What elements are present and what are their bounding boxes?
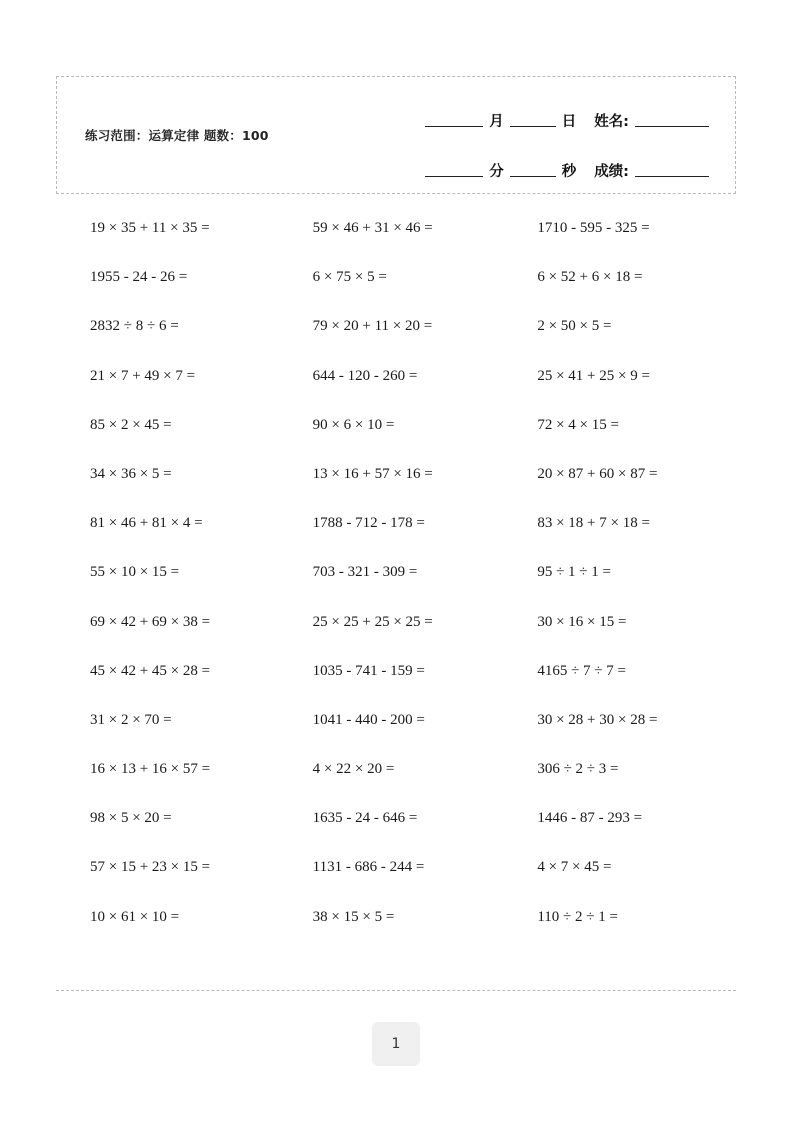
problems-grid — [56, 204, 736, 942]
problem-item: 21 × 7 + 49 × 7 = — [90, 367, 196, 384]
problem-item: 1035 - 741 - 159 = — [312, 662, 425, 679]
problem-item: 83 × 18 + 7 × 18 = — [537, 515, 650, 532]
problem-item: 38 × 15 × 5 = — [312, 908, 395, 925]
day-blank[interactable] — [510, 126, 556, 127]
problem-item: 90 × 6 × 10 = — [312, 416, 395, 433]
problem-item: 95 ÷ 1 ÷ 1 = — [537, 564, 612, 581]
month-blank[interactable] — [425, 126, 483, 127]
problem-item: 306 ÷ 2 ÷ 3 = — [537, 761, 619, 778]
problem-item: 1041 - 440 - 200 = — [312, 711, 425, 728]
problem-item: 81 × 46 + 81 × 4 = — [90, 515, 203, 532]
practice-info-label: 练习范围：运算定律 题数：100 — [85, 128, 269, 143]
minute-label: 分 — [489, 164, 504, 180]
problem-item: 644 - 120 - 260 = — [312, 367, 418, 384]
problem-item: 57 × 15 + 23 × 15 = — [90, 859, 211, 876]
page-number-badge: 1 — [372, 1022, 420, 1066]
minute-blank[interactable] — [425, 176, 483, 177]
problem-item: 703 - 321 - 309 = — [312, 564, 418, 581]
problem-item: 85 × 2 × 45 = — [90, 416, 172, 433]
problem-item: 45 × 42 + 45 × 28 = — [90, 662, 211, 679]
problem-item: 55 × 10 × 15 = — [90, 564, 180, 581]
month-label: 月 — [489, 114, 504, 130]
problem-item: 69 × 42 + 69 × 38 = — [90, 613, 211, 630]
problem-item: 79 × 20 + 11 × 20 = — [312, 318, 433, 335]
name-label: 姓名: — [594, 114, 629, 130]
problem-item: 20 × 87 + 60 × 87 = — [537, 465, 658, 482]
name-blank[interactable] — [635, 126, 709, 127]
problem-item: 4 × 7 × 45 = — [537, 859, 612, 876]
problem-item: 98 × 5 × 20 = — [90, 810, 172, 827]
score-label: 成绩: — [594, 164, 629, 180]
problem-item: 1131 - 686 - 244 = — [312, 859, 425, 876]
footer-divider — [56, 990, 736, 991]
problem-item: 6 × 75 × 5 = — [312, 269, 387, 286]
problem-item: 10 × 61 × 10 = — [90, 908, 180, 925]
problem-item: 2 × 50 × 5 = — [537, 318, 612, 335]
header-fields — [383, 97, 713, 181]
problem-item: 1635 - 24 - 646 = — [312, 810, 418, 827]
problem-item: 4165 ÷ 7 ÷ 7 = — [537, 662, 627, 679]
problem-item: 72 × 4 × 15 = — [537, 416, 619, 433]
day-label: 日 — [561, 114, 577, 130]
problem-item: 1446 - 87 - 293 = — [537, 810, 643, 827]
time-row — [383, 147, 713, 181]
second-blank[interactable] — [510, 176, 556, 177]
problem-item: 110 ÷ 2 ÷ 1 = — [537, 908, 618, 925]
problem-item: 30 × 16 × 15 = — [537, 613, 627, 630]
problem-item: 16 × 13 + 16 × 57 = — [90, 761, 211, 778]
problem-item: 34 × 36 × 5 = — [90, 465, 172, 482]
problem-item: 59 × 46 + 31 × 46 = — [312, 220, 433, 236]
date-row — [383, 97, 713, 131]
problem-item: 6 × 52 + 6 × 18 = — [537, 269, 643, 286]
problem-item: 1710 - 595 - 325 = — [537, 220, 650, 236]
worksheet-header-box — [56, 76, 736, 194]
problem-item: 19 × 35 + 11 × 35 = — [90, 220, 210, 236]
problem-item: 4 × 22 × 20 = — [312, 761, 395, 778]
problem-item: 31 × 2 × 70 = — [90, 711, 172, 728]
problem-item: 30 × 28 + 30 × 28 = — [537, 711, 658, 728]
problem-item: 25 × 25 + 25 × 25 = — [312, 613, 433, 630]
problem-item: 25 × 41 + 25 × 9 = — [537, 367, 650, 384]
score-blank[interactable] — [635, 176, 709, 177]
problem-item: 13 × 16 + 57 × 16 = — [312, 465, 433, 482]
second-label: 秒 — [561, 164, 577, 180]
problem-item: 1788 - 712 - 178 = — [312, 515, 425, 532]
problem-item: 2832 ÷ 8 ÷ 6 = — [90, 318, 179, 335]
problem-item: 1955 - 24 - 26 = — [90, 269, 188, 286]
